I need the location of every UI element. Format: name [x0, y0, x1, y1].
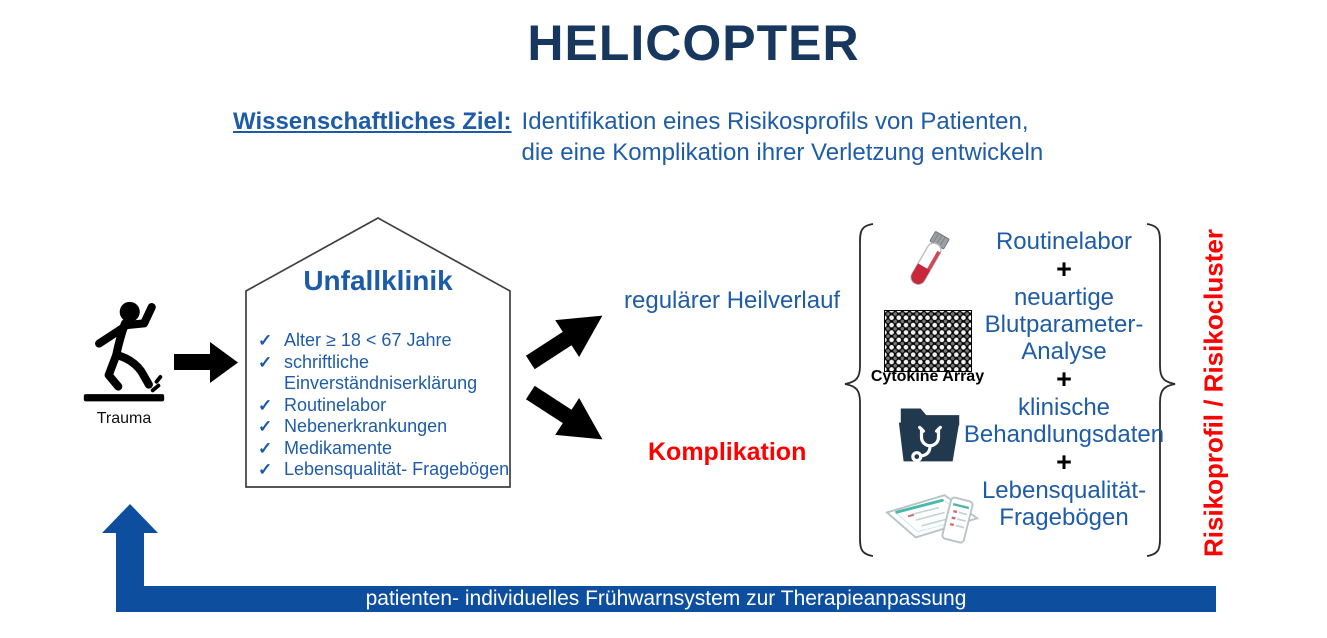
checklist-line — [258, 459, 508, 481]
checklist-text: Medikamente — [284, 437, 393, 458]
feedback-arrow-head — [102, 504, 158, 533]
checklist-line — [258, 373, 508, 395]
down-right-arrow-icon — [517, 372, 619, 461]
scientific-goal — [233, 106, 1043, 168]
checklist-line — [258, 416, 508, 438]
data-sources-column — [950, 228, 1178, 531]
plus-sign: + — [1056, 254, 1072, 284]
check-icon: ✓ — [258, 460, 273, 479]
checklist-text: schriftliche — [284, 351, 370, 372]
trauma-label: Trauma — [96, 410, 152, 427]
goal-line-1: Identifikation eines Risikosprofils von Patienten, — [521, 108, 1029, 135]
checklist-line — [258, 438, 508, 460]
checklist-text: Alter ≥ 18 < 67 Jahre — [284, 330, 452, 350]
up-right-arrow-icon — [517, 293, 619, 382]
checklist-line — [258, 352, 508, 374]
outcome-regular: regulärer Heilverlauf — [624, 287, 841, 314]
data-source-novel-1: neuartige — [1013, 284, 1115, 311]
plus-sign: + — [1056, 447, 1072, 477]
data-source-clinical-1: klinische — [1017, 394, 1111, 421]
goal-label: Wissenschaftliches Ziel: — [233, 108, 512, 135]
data-source-novel-2: Blutparameter- — [984, 311, 1144, 338]
page-title: HELICOPTER — [527, 15, 860, 71]
feedback-banner — [116, 586, 1216, 612]
clinic-title: Unfallklinik — [303, 265, 453, 296]
checklist-text: Routinelabor — [284, 394, 387, 415]
check-icon: ✓ — [258, 331, 273, 350]
data-source-novel-3: Analyse — [1021, 338, 1107, 365]
checklist-text: Nebenerkrankungen — [284, 416, 448, 436]
outcome-complication: Komplikation — [648, 438, 807, 466]
goal-line-2: die eine Komplikation ihrer Verletzung entwickeln — [521, 139, 1044, 166]
check-icon — [258, 373, 284, 395]
data-source-routinelabor: Routinelabor — [995, 228, 1133, 255]
feedback-arrow-stem — [116, 530, 144, 588]
plus-sign: + — [1056, 364, 1072, 394]
cytokine-array-label: Cytokine Array — [870, 368, 985, 385]
checklist-line — [258, 330, 508, 352]
left-curly-brace — [836, 220, 882, 564]
check-icon: ✓ — [258, 417, 273, 436]
blood-sample-tube-icon — [898, 226, 956, 296]
checklist-text: Lebensqualität- Fragebögen — [284, 459, 510, 479]
feedback-banner-text: patienten- individuelles Frühwarnsystem zur Therapieanpassung — [365, 587, 967, 610]
slipping-person-icon — [80, 299, 168, 409]
data-source-qol-2: Fragebögen — [999, 504, 1129, 531]
checklist-line — [258, 395, 508, 417]
check-icon: ✓ — [258, 352, 273, 372]
goal-text — [522, 106, 1044, 168]
clinic-checklist — [258, 330, 508, 481]
risk-profile-label: Risikoprofil / Risikocluster — [1198, 229, 1229, 557]
right-arrow-icon — [174, 341, 240, 384]
data-source-clinical-2: Behandlungsdaten — [963, 421, 1165, 448]
checklist-text: Einverständniserklärung — [284, 373, 478, 393]
data-source-qol-1: Lebensqualität- — [981, 477, 1147, 504]
check-icon: ✓ — [258, 395, 273, 415]
check-icon: ✓ — [258, 438, 273, 458]
